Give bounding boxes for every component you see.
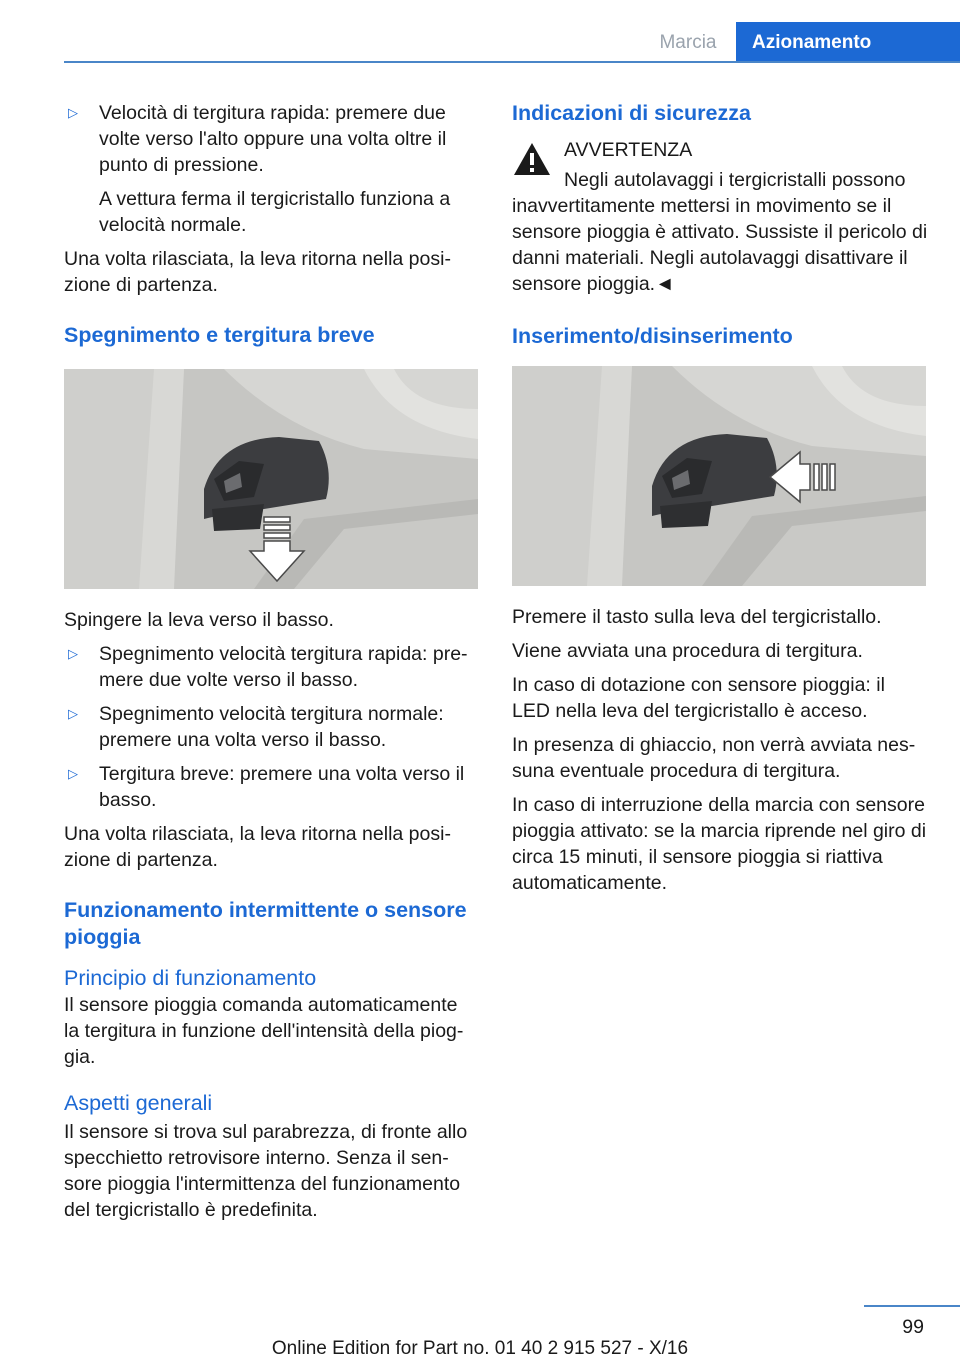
figure-caption: Spingere la leva verso il basso. xyxy=(64,609,334,631)
figure-lever-push-down xyxy=(64,369,478,589)
bullet-text: Spegnimento velocità tergitura normale: premere una volta verso il basso. xyxy=(99,703,444,751)
right-column xyxy=(512,100,928,904)
paragraph: Una volta rilasciata, la leva ritorna nella posizione di partenza. xyxy=(64,248,451,296)
warning-triangle-icon xyxy=(512,141,552,184)
bullet-note: A vettura ferma il tergicristallo funziona a velocità normale. xyxy=(99,188,451,236)
paragraph: In presenza di ghiaccio, non verrà avviata nessuna eventuale procedura di tergitura. xyxy=(512,734,916,782)
triangle-bullet-icon: ▷ xyxy=(68,706,78,721)
heading-sicurezza: Indicazioni di sicurezza xyxy=(512,101,751,125)
heading-principio: Principio di funzionamento xyxy=(64,966,317,990)
list-item xyxy=(64,761,478,813)
left-column xyxy=(64,100,478,1231)
header-tab-marcia[interactable]: Marcia xyxy=(659,32,717,53)
bullet-text: Spegnimento velocità tergitura rapida: premere due volte verso il basso. xyxy=(99,643,468,691)
list-item xyxy=(64,641,478,693)
list-item xyxy=(64,100,478,178)
heading-spegnimento: Spegnimento e tergitura breve xyxy=(64,323,375,347)
paragraph: Una volta rilasciata, la leva ritorna nella posizione di partenza. xyxy=(64,823,451,871)
bullet-text: Tergitura breve: premere una volta verso il basso. xyxy=(99,763,465,811)
paragraph: Il sensore si trova sul parabrezza, di fronte allo specchietto retrovisore interno. Senza il sensore pioggia l'intermittenza del funzionamento del tergicristallo è predefinita. xyxy=(64,1121,468,1221)
warning-text: Negli autolavaggi i tergicristalli possono inavvertitamente mettersi in movimento se il sensore pioggia è attivato. Sussiste il pericolo di danni materiali. Negli autolavaggi disattivare il sensore pioggia.◄ xyxy=(512,169,928,295)
paragraph: Viene avviata una procedura di tergitura. xyxy=(512,640,863,662)
figure-lever-button xyxy=(512,366,926,586)
paragraph: In caso di interruzione della marcia con sensore pioggia attivato: se la marcia riprende nel giro di circa 15 minuti, il sensore pioggia si riattiva automaticamente. xyxy=(512,794,927,894)
page-number: 99 xyxy=(902,1316,924,1338)
footer-rule xyxy=(864,1305,960,1307)
triangle-bullet-icon: ▷ xyxy=(68,646,78,661)
warning-box xyxy=(512,137,928,297)
header-tab-azionamento[interactable]: Azionamento xyxy=(736,22,960,63)
paragraph: In caso di dotazione con sensore pioggia: il LED nella leva del tergicristallo è acceso. xyxy=(512,674,885,722)
warning-title: AVVERTENZA xyxy=(564,139,693,161)
edition-line: Online Edition for Part no. 01 40 2 915 527 - X/16 xyxy=(271,1338,689,1359)
heading-aspetti: Aspetti generali xyxy=(64,1091,213,1115)
header-rule xyxy=(64,61,960,63)
bullet-text: Velocità di tergitura rapida: premere due volte verso l'alto oppure una volta oltre il punto di pressione. xyxy=(99,102,447,176)
triangle-bullet-icon: ▷ xyxy=(68,766,78,781)
paragraph: Premere il tasto sulla leva del tergicristallo. xyxy=(512,606,882,628)
paragraph: Il sensore pioggia comanda automaticamente la tergitura in funzione dell'intensità della pioggia. xyxy=(64,994,464,1068)
triangle-bullet-icon: ▷ xyxy=(68,105,78,120)
heading-inserimento: Inserimento/disinserimento xyxy=(512,324,793,348)
heading-intermittente: Funzionamento intermittente o sensore pioggia xyxy=(64,898,467,949)
list-item xyxy=(64,701,478,753)
